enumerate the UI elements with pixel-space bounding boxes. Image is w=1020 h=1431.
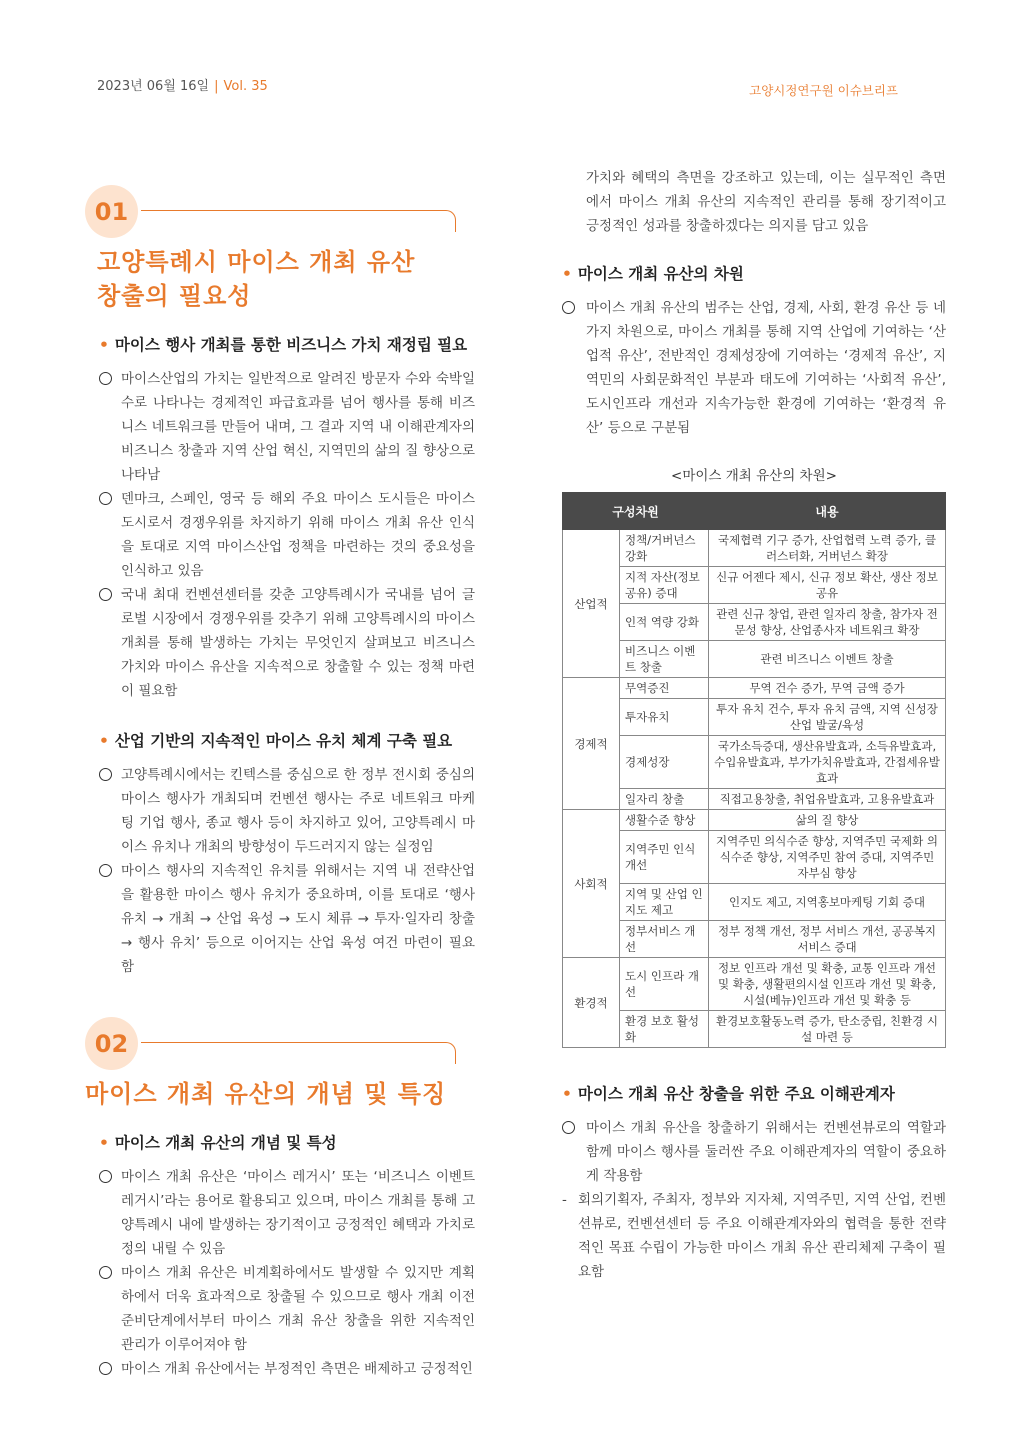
content-cell: 정부 정책 개선, 정부 서비스 개선, 공공복지서비스 증대 [709, 921, 946, 958]
bullet-dot: • [562, 1085, 572, 1103]
table-row [563, 789, 946, 810]
content-cell: 무역 건수 증가, 무역 금액 증가 [709, 678, 946, 699]
issue-date-volume [97, 75, 268, 94]
paragraph-text: 가치와 혜택의 측면을 강조하고 있는데, 이는 실무적인 측면에서 마이스 개최 유산의 지속적인 관리를 통해 장기적이고 긍정적인 성과를 창출하겠다는 의지를 담고 있음 [586, 170, 946, 234]
section-1-title-line2: 창출의 필요성 [97, 282, 252, 310]
sub-dimension-cell: 환경 보호 활성화 [620, 1011, 709, 1048]
subheading-text: 산업 기반의 지속적인 마이스 유치 체계 구축 필요 [114, 732, 453, 750]
section-1-header [85, 185, 475, 241]
circle-bullet-icon [99, 768, 112, 781]
subheading-text: 마이스 행사 개최를 통한 비즈니스 가치 재정립 필요 [114, 336, 468, 354]
issue-date: 2023년 06월 16일 [97, 79, 210, 94]
stakeholders-subheading [562, 1082, 946, 1104]
list-item [562, 1116, 946, 1188]
circle-bullet-icon [562, 1121, 575, 1134]
section-2-header [85, 1017, 475, 1073]
section-2-title: 마이스 개최 유산의 개념 및 특징 [85, 1080, 447, 1108]
bullet-dot: • [562, 265, 572, 283]
paragraph-text: 회의기획자, 주최자, 정부와 지자체, 지역주민, 지역 산업, 컨벤션뷰로, 컨벤션센터 등 주요 이해관계자와의 협력을 통한 전략적인 목표 수립이 가능한 마이스 개최 유산 관리체제 구축이 필요함 [578, 1192, 946, 1280]
section-1-title-line1: 고양특례시 마이스 개최 유산 [97, 248, 416, 276]
section-1-subheading-2 [85, 729, 475, 751]
table-row [563, 810, 946, 831]
table-body [563, 530, 946, 1048]
dimensions-subheading [562, 262, 946, 284]
sub-dimension-cell: 경제성장 [620, 736, 709, 789]
sub-dimension-cell: 비즈니스 이벤트 창출 [620, 641, 709, 678]
content-cell: 환경보호활동노력 증가, 탄소중립, 친환경 시설 마련 등 [709, 1011, 946, 1048]
section-1-number: 01 [85, 185, 138, 238]
table-header-row [563, 493, 946, 530]
content-cell: 지역주민 의식수준 향상, 지역주민 국제화 의식수준 향상, 지역주민 참여 증대, 지역주민 자부심 향상 [709, 831, 946, 884]
table-row [563, 921, 946, 958]
column-header-dimension: 구성차원 [563, 493, 709, 530]
content-cell: 정보 인프라 개선 및 확충, 교통 인프라 개선 및 확충, 생활편의시설 인프라 개선 및 확충, 시설(베뉴)인프라 개선 및 확충 등 [709, 958, 946, 1011]
dash-list-item [562, 1188, 946, 1284]
content-cell: 관련 신규 창업, 관련 일자리 창출, 참가자 전문성 향상, 산업종사자 네트워크 확장 [709, 604, 946, 641]
left-column [85, 185, 475, 1381]
bullet-dot: • [99, 1134, 109, 1152]
table-row [563, 567, 946, 604]
column-header-content: 내용 [709, 493, 946, 530]
table-row [563, 1011, 946, 1048]
list-item [85, 367, 475, 487]
paragraph-text: 마이스 개최 유산은 ‘마이스 레거시’ 또는 ‘비즈니스 이벤트 레거시’라는 용어로 활용되고 있으며, 마이스 개최를 통해 고양특례시 내에 발생하는 장기적이고 긍정적인 혜택과 가치로 정의 내릴 수 있음 [121, 1169, 475, 1257]
section-1-rule [141, 210, 456, 232]
table-row [563, 604, 946, 641]
circle-bullet-icon [99, 1170, 112, 1183]
header-separator: | [214, 79, 219, 94]
content-cell: 인지도 제고, 지역홍보마케팅 기회 증대 [709, 884, 946, 921]
paragraph-text: 국내 최대 컨벤션센터를 갖춘 고양특례시가 국내를 넘어 글로벌 시장에서 경쟁우위를 갖추기 위해 고양특례시의 마이스 개최를 통해 발생하는 가치는 무엇인지 살펴보고 비즈니스 가치와 마이스 유산을 지속적으로 창출할 수 있는 정책 마련이 필요함 [121, 587, 475, 699]
dash-bullet: - [562, 1192, 567, 1208]
paragraph-text: 마이스 개최 유산의 범주는 산업, 경제, 사회, 환경 유산 등 네 가지 차원으로, 마이스 개최를 통해 지역 산업에 기여하는 ‘산업적 유산’, 전반적인 경제성장에 기여하는 ‘경제적 유산’, 지역민의 사회문화적인 부분과 태도에 기여하는 ‘사회적 유산’, 도시인프라 개선과 지속가능한 환경에 기여하는 ‘환경적 유산’ 등으로 구분됨 [586, 300, 946, 436]
section-1-subheading-1 [85, 333, 475, 355]
content-cell: 국가소득증대, 생산유발효과, 소득유발효과, 수입유발효과, 부가가치유발효과, 간접세유발효과 [709, 736, 946, 789]
section-2-subheading-1 [85, 1131, 475, 1153]
content-cell: 삶의 질 향상 [709, 810, 946, 831]
list-item [85, 859, 475, 979]
table-row [563, 884, 946, 921]
issue-volume: Vol. 35 [223, 79, 268, 94]
paragraph-text: 마이스 개최 유산에서는 부정적인 측면은 배제하고 긍정적인 [121, 1361, 473, 1377]
section-1-title [85, 245, 475, 313]
table-row [563, 831, 946, 884]
paragraph-text: 덴마크, 스페인, 영국 등 해외 주요 마이스 도시들은 마이스 도시로서 경쟁우위를 차지하기 위해 마이스 개최 유산 인식을 토대로 지역 마이스산업 정책을 마련하는 것의 중요성을 인식하고 있음 [121, 491, 475, 579]
bullet-dot: • [99, 336, 109, 354]
content-cell: 신규 어젠다 제시, 신규 정보 확산, 생산 정보 공유 [709, 567, 946, 604]
paragraph-text: 마이스 개최 유산을 창출하기 위해서는 컨벤션뷰로의 역할과 함께 마이스 행사를 둘러싼 주요 이해관계자의 역할이 중요하게 작용함 [586, 1120, 946, 1184]
list-item [562, 296, 946, 440]
table-row [563, 530, 946, 567]
circle-bullet-icon [99, 372, 112, 385]
dimension-group-cell: 산업적 [563, 530, 620, 678]
list-item [85, 1357, 475, 1381]
sub-dimension-cell: 정부서비스 개선 [620, 921, 709, 958]
right-column [562, 166, 946, 1284]
dimension-group-cell: 환경적 [563, 958, 620, 1048]
list-item [85, 583, 475, 703]
paragraph-text: 마이스 개최 유산은 비계획하에서도 발생할 수 있지만 계획하에서 더욱 효과적으로 창출될 수 있으므로 행사 개최 이전 준비단계에서부터 마이스 개최 유산 창출을 위한 지속적인 관리가 이루어져야 함 [121, 1265, 475, 1353]
dimension-group-cell: 사회적 [563, 810, 620, 958]
list-item [85, 1261, 475, 1357]
paragraph-text: 마이스 행사의 지속적인 유치를 위해서는 지역 내 전략산업을 활용한 마이스 행사 유치가 중요하며, 이를 토대로 ‘행사 유치 → 개최 → 산업 육성 → 도시 체류 → 투자·일자리 창출 → 행사 유치’ 등으로 이어지는 산업 육성 여건 마련이 필요함 [121, 863, 475, 975]
table-row [563, 958, 946, 1011]
publisher-name: 고양시정연구원 이슈브리프 [749, 83, 898, 98]
circle-bullet-icon [99, 864, 112, 877]
continuation-paragraph [562, 166, 946, 238]
sub-dimension-cell: 생활수준 향상 [620, 810, 709, 831]
circle-bullet-icon [99, 1266, 112, 1279]
subheading-text: 마이스 개최 유산의 차원 [577, 265, 744, 283]
table-row [563, 699, 946, 736]
content-cell: 관련 비즈니스 이벤트 창출 [709, 641, 946, 678]
list-item [85, 763, 475, 859]
sub-dimension-cell: 인적 역량 강화 [620, 604, 709, 641]
sub-dimension-cell: 지적 자산(정보 공유) 증대 [620, 567, 709, 604]
table-caption: <마이스 개최 유산의 차원> [671, 468, 837, 484]
circle-bullet-icon [99, 492, 112, 505]
sub-dimension-cell: 지역 및 산업 인지도 제고 [620, 884, 709, 921]
content-cell: 직접고용창출, 취업유발효과, 고용유발효과 [709, 789, 946, 810]
sub-dimension-cell: 정책/거버넌스 강화 [620, 530, 709, 567]
circle-bullet-icon [99, 588, 112, 601]
list-item [85, 487, 475, 583]
content-cell: 국제협력 기구 증가, 산업협력 노력 증가, 클러스터화, 거버넌스 확장 [709, 530, 946, 567]
sub-dimension-cell: 도시 인프라 개선 [620, 958, 709, 1011]
sub-dimension-cell: 지역주민 인식 개선 [620, 831, 709, 884]
paragraph-text: 고양특례시에서는 킨텍스를 중심으로 한 정부 전시회 중심의 마이스 행사가 개최되며 컨벤션 행사는 주로 네트워크 마케팅 기업 행사, 종교 행사 등이 차지하고 있어, 고양특례시 마이스 유치나 개최의 방향성이 두드러지지 않는 실정임 [121, 767, 475, 855]
table-row [563, 678, 946, 699]
sub-dimension-cell: 무역증진 [620, 678, 709, 699]
section-2-rule [141, 1042, 456, 1064]
bullet-dot: • [99, 732, 109, 750]
sub-dimension-cell: 일자리 창출 [620, 789, 709, 810]
circle-bullet-icon [562, 301, 575, 314]
section-2-number: 02 [85, 1017, 138, 1070]
table-row [563, 641, 946, 678]
sub-dimension-cell: 투자유치 [620, 699, 709, 736]
paragraph-text: 마이스산업의 가치는 일반적으로 알려진 방문자 수와 숙박일 수로 나타나는 경제적인 파급효과를 넘어 행사를 통해 비즈니스 네트워크를 만들어 내며, 그 결과 지역 내 이해관계자의 비즈니스 창출과 지역 산업 혁신, 지역민의 삶의 질 향상으로 나타남 [121, 371, 475, 483]
subheading-text: 마이스 개최 유산의 개념 및 특성 [114, 1134, 337, 1152]
content-cell: 투자 유치 건수, 투자 유치 금액, 지역 신성장산업 발굴/육성 [709, 699, 946, 736]
list-item [85, 1165, 475, 1261]
dimension-group-cell: 경제적 [563, 678, 620, 810]
legacy-dimensions-table [562, 492, 946, 1048]
table-row [563, 736, 946, 789]
circle-bullet-icon [99, 1362, 112, 1375]
subheading-text: 마이스 개최 유산 창출을 위한 주요 이해관계자 [577, 1085, 895, 1103]
